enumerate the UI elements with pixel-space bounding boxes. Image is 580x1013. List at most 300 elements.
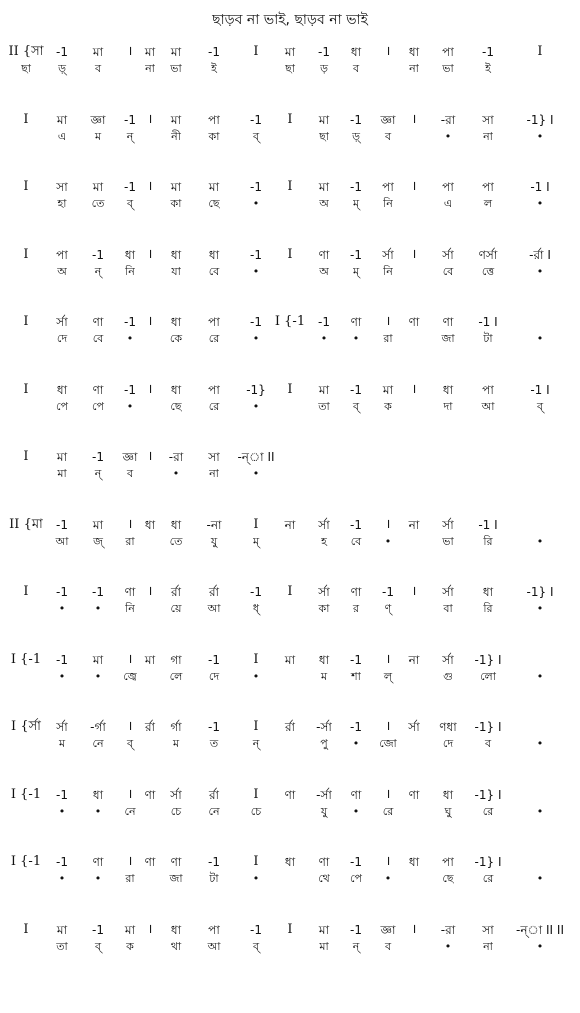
swara-cell: I {র্সা [11,719,41,734]
lyric-syllable: নি [125,264,135,278]
lyric-syllable: র [352,602,360,615]
swara-cell: । [147,314,153,329]
lyric-syllable: • [320,332,328,345]
lyric-syllable: ন্ [94,467,102,480]
swara-cell: -1} I [526,112,554,127]
swara-cell: মা [318,382,330,397]
lyric-syllable: ত্তে [481,264,495,278]
swara-cell: ণা [350,315,362,329]
lyric-syllable: • [58,669,66,683]
lyric-row [0,534,580,550]
swara-cell: পা [208,382,220,397]
swara-cell: ণা [442,315,454,329]
lyric-syllable: • [536,872,544,885]
lyric-syllable: ড়্ [58,62,66,75]
swara-cell: -1} I [526,585,554,599]
lyric-syllable: কে [169,332,183,345]
swara-row [0,449,580,465]
swara-cell: -1 [250,112,262,127]
swara-cell: -ন্‌া II [237,450,275,464]
swara-cell: -1} I [474,720,502,734]
lyric-row [0,804,580,820]
lyric-syllable: • [58,804,66,818]
swara-cell: I {-1 [274,314,306,329]
lyric-syllable: অ [319,197,329,210]
lyric-syllable: শা [351,669,361,683]
swara-cell: I [23,921,29,937]
swara-cell: । [147,111,153,127]
lyric-syllable: • [352,737,360,750]
lyric-syllable: রে [482,804,494,818]
lyric-syllable: তা [318,399,330,413]
lyric-syllable: • [94,669,102,683]
swara-cell: । [147,381,153,397]
swara-cell: পা [442,45,454,59]
lyric-row [0,264,580,280]
swara-cell: । [147,179,153,194]
lyric-syllable: হ [321,534,327,548]
swara-cell: -1 [318,45,330,59]
swara-cell: ণা [284,787,296,802]
swara-row [0,179,580,195]
lyric-syllable: চে [170,804,182,818]
swara-cell: ধা [408,45,420,59]
lyric-row [0,466,580,482]
swara-cell: -1} I [474,855,502,869]
lyric-syllable: তা [56,939,68,953]
swara-cell: র্সা [382,247,394,262]
swara-cell: । [385,651,391,667]
swara-row [0,517,580,533]
swara-cell: জ্ঞা [380,112,396,127]
lyric-syllable: ছে [208,197,220,210]
lyric-syllable: তে [169,534,183,548]
swara-cell: । [385,786,391,802]
swara-cell: মা [56,922,68,937]
lyric-syllable: ব্ [94,939,102,953]
swara-cell: -1} I [474,787,502,802]
swara-cell: মা [284,45,296,59]
lyric-syllable: • [252,197,260,210]
lyric-syllable: • [536,534,544,548]
swara-cell: I [253,719,259,734]
swara-cell: র্সা [318,585,330,599]
swara-cell: না [284,517,296,532]
swara-cell: I [253,44,259,59]
swara-cell: ণা [408,787,420,802]
swara-row [0,314,580,330]
lyric-syllable: ম্ [252,534,260,548]
lyric-syllable: ব [352,62,360,75]
notation-line [0,247,580,287]
lyric-syllable: • [252,669,260,683]
swara-cell: মা [170,180,182,194]
swara-cell: । [385,719,391,734]
swara-cell: । [147,584,153,599]
lyric-syllable: নি [383,197,393,210]
lyric-syllable: যা [171,264,181,278]
swara-cell: -1 [350,720,362,734]
swara-cell: I [23,584,29,599]
lyric-syllable: জ্ [93,534,103,548]
swara-cell: -1 [92,247,104,262]
lyric-syllable: রা [125,534,135,548]
notation-line [0,922,580,962]
notation-line [0,44,580,84]
swara-cell: -1 [124,315,136,329]
swara-cell: ণা [408,315,420,329]
swara-cell: র্রা [144,720,156,734]
swara-cell: -1 [250,247,262,262]
swara-cell: ধা [442,382,454,397]
swara-cell: ণা [92,315,104,329]
lyric-syllable: ড় [320,62,328,75]
lyric-syllable: ব্ [126,197,134,210]
swara-cell: -1 [350,382,362,397]
lyric-syllable: আ [207,602,221,615]
lyric-syllable: মা [319,939,329,953]
lyric-syllable: ম্ [352,197,360,210]
lyric-syllable: পে [92,399,104,413]
swara-cell: I [287,179,293,194]
swara-cell: I [23,381,29,397]
swara-cell: -1 [208,45,220,59]
swara-cell: র্সা [56,720,68,734]
lyric-syllable: ছা [285,62,295,75]
swara-cell: মা [318,112,330,127]
swara-cell: -1 [92,922,104,937]
notation-line [0,719,580,759]
lyric-syllable: ক [126,939,134,953]
swara-row [0,584,580,600]
swara-cell: । [385,516,391,532]
swara-cell: ণা [350,787,362,802]
lyric-syllable: ক [384,399,392,413]
swara-cell: পা [56,247,68,262]
swara-cell: ধা [442,787,454,802]
lyric-syllable: ড়্ [352,129,360,143]
lyric-syllable: ব [384,129,392,143]
swara-cell: -রা [440,112,456,127]
swara-cell: মা [170,45,182,59]
lyric-syllable: ভা [442,62,454,75]
swara-cell: গা [170,652,182,667]
lyric-syllable: টা [483,332,493,345]
lyric-syllable: • [536,804,544,818]
lyric-row [0,399,580,415]
swara-cell: -1 I [478,517,498,532]
swara-cell: I [287,381,293,397]
swara-cell: মা [144,652,156,667]
swara-cell: । [411,921,417,937]
swara-cell: ণা [318,855,330,869]
swara-cell: -না [206,517,222,532]
swara-cell: -1 [350,112,362,127]
lyric-syllable: রে [208,332,220,345]
swara-cell: I [253,854,259,869]
swara-cell: ণা [124,585,136,599]
lyric-syllable: ছে [442,872,454,885]
swara-cell: ণর্সা [478,247,498,262]
lyric-syllable: দে [208,669,220,683]
notation-line [0,787,580,827]
lyric-syllable: বে [350,534,362,548]
lyric-syllable: রা [383,332,393,345]
swara-cell: ধা [208,247,220,262]
swara-cell: র্সা [170,787,182,802]
swara-cell: -1 [250,315,262,329]
swara-cell: ণা [318,247,330,262]
lyric-syllable: • [536,197,544,210]
swara-cell: ণধা [439,720,457,734]
notation-line [0,449,580,489]
lyric-syllable: বা [443,602,453,615]
swara-cell: মা [56,450,68,464]
lyric-syllable: নে [124,804,136,818]
lyric-syllable: এ [443,197,453,210]
swara-cell: । [147,449,153,464]
swara-cell: -1 [208,652,220,667]
swara-cell: -1 [350,517,362,532]
swara-cell: -1 [318,315,330,329]
swara-cell: না [408,517,420,532]
swara-cell: । [411,111,417,127]
swara-cell: মা [144,45,156,59]
lyric-syllable: ব্ [352,399,360,413]
swara-cell: -1 [124,180,136,194]
lyric-syllable: ম [172,737,180,750]
lyric-syllable: • [58,602,66,615]
swara-cell: পা [442,855,454,869]
swara-cell: -1 [350,247,362,262]
swara-cell: I [287,111,293,127]
lyric-syllable: • [94,602,102,615]
lyric-syllable: গু [443,669,453,683]
swara-cell: র্সা [442,652,454,667]
lyric-syllable: • [172,467,180,480]
swara-cell: I [287,246,293,262]
swara-cell: II {সা [8,44,44,59]
lyric-syllable: লো [480,669,496,683]
lyric-syllable: ম [320,669,328,683]
swara-cell: মা [92,180,104,194]
swara-cell: ণা [350,585,362,599]
swara-cell: I [287,584,293,599]
swara-cell: ধা [284,855,296,869]
swara-cell: -1 [56,855,68,869]
swara-cell: মা [92,45,104,59]
swara-row [0,719,580,735]
notation-line [0,314,580,354]
lyric-syllable: ত [209,737,219,750]
swara-cell: মা [92,517,104,532]
lyric-syllable: থে [318,872,330,885]
swara-cell: ধা [170,382,182,397]
lyric-syllable: ব্ [252,939,260,953]
swara-cell: । [147,921,153,937]
swara-cell: -র্গা [90,720,106,734]
swara-cell: I [253,651,259,667]
lyric-syllable: য়ে [170,602,182,615]
lyric-row [0,331,580,347]
swara-row [0,854,580,870]
swara-cell: I [253,516,259,532]
lyric-syllable: ছে [170,399,182,413]
lyric-syllable: • [536,939,544,953]
lyric-syllable: নি [383,264,393,278]
lyric-syllable: রি [483,534,493,548]
swara-cell: I {-1 [10,786,42,802]
lyric-syllable: না [145,62,155,75]
lyric-syllable: দে [56,332,68,345]
swara-cell: মা [92,652,104,667]
swara-row [0,247,580,263]
swara-cell: সা [56,180,68,194]
lyric-syllable: না [483,129,493,143]
lyric-syllable: অ [57,264,67,278]
lyric-syllable: ম্ [352,264,360,278]
swara-cell: ধা [170,247,182,262]
swara-cell: সা [482,112,494,127]
lyric-syllable: বে [208,264,220,278]
lyric-syllable: • [536,332,544,345]
lyric-syllable: ই [211,62,217,75]
lyric-syllable: নি [125,602,135,615]
lyric-syllable: জা [169,872,183,885]
swara-cell: র্গা [170,720,182,734]
swara-cell: I {-1 [10,651,42,667]
lyric-syllable: ব [484,737,492,750]
swara-cell: -1 [250,585,262,599]
swara-cell: I [537,44,543,59]
swara-cell: । [411,246,417,262]
swara-cell: -রা [168,450,184,464]
swara-cell: র্সা [318,517,330,532]
notation-line [0,517,580,557]
lyric-syllable: অ [319,264,329,278]
swara-cell: পা [208,112,220,127]
lyric-syllable: ন্ [252,737,260,750]
swara-cell: পা [482,180,494,194]
swara-cell: ণা [144,855,156,869]
lyric-syllable: ব [384,939,392,953]
swara-cell: -1 [56,585,68,599]
lyric-syllable: • [384,872,392,885]
swara-cell: । [127,719,133,734]
swara-cell: মা [208,180,220,194]
lyric-syllable: ণ্ [384,602,392,615]
lyric-syllable: • [536,737,544,750]
swara-cell: জ্ঞা [90,112,106,127]
swara-cell: -1 [92,585,104,599]
lyric-row [0,196,580,212]
lyric-syllable: • [252,264,260,278]
swara-cell: -1 [250,922,262,937]
lyric-syllable: না [483,939,493,953]
lyric-row [0,129,580,145]
lyric-syllable: • [252,399,260,413]
lyric-syllable: বে [442,264,454,278]
lyric-syllable: দে [442,737,454,750]
lyric-syllable: • [352,804,360,818]
lyric-syllable: বে [92,332,104,345]
lyric-syllable: ন্ [126,129,134,143]
lyric-syllable: • [536,602,544,615]
lyric-syllable: নে [208,804,220,818]
swara-cell: ধা [318,652,330,667]
swara-cell: । [385,314,391,329]
swara-cell: ধা [56,382,68,397]
swara-row [0,652,580,668]
lyric-syllable: আ [207,939,221,953]
swara-cell: -1 [350,855,362,869]
swara-cell: II {মা [9,516,43,532]
lyric-syllable: চে [250,804,262,818]
swara-row [0,787,580,803]
lyric-syllable: • [252,467,260,480]
lyric-syllable: নী [171,129,181,143]
swara-cell: ধা [170,922,182,937]
swara-cell: ধা [482,585,494,599]
lyric-row [0,939,580,955]
swara-cell: র্রা [208,787,220,802]
swara-cell: -1 [56,45,68,59]
swara-cell: র্সা [442,517,454,532]
lyric-syllable: রা [125,872,135,885]
swara-cell: মা [382,382,394,397]
swara-cell: ণা [144,787,156,802]
lyric-syllable: ই [485,62,491,75]
swara-cell: পা [208,922,220,937]
lyric-syllable: • [252,872,260,885]
lyric-syllable: পু [320,737,328,750]
swara-cell: র্রা [208,585,220,599]
swara-row [0,922,580,938]
lyric-syllable: ব [126,467,134,480]
swara-cell: -1 I [478,315,498,329]
swara-cell: -1 [482,45,494,59]
swara-cell: -1 [250,180,262,194]
lyric-syllable: • [94,872,102,885]
lyric-syllable: হা [57,197,67,210]
lyric-syllable: যু [210,534,218,548]
swara-cell: -1 [124,112,136,127]
lyric-syllable: • [536,129,544,143]
swara-cell: ণা [92,382,104,397]
lyric-syllable: রে [208,399,220,413]
swara-cell: -1} I [474,652,502,667]
swara-cell: -1 [56,787,68,802]
swara-cell: ধা [350,45,362,59]
lyric-syllable: • [58,872,66,885]
lyric-syllable: ন্ [352,939,360,953]
lyric-syllable: • [536,264,544,278]
lyric-syllable: ম [58,737,66,750]
lyric-syllable: ল [483,197,493,210]
lyric-syllable: ব [94,62,102,75]
lyric-syllable: • [384,534,392,548]
swara-cell: র্রা [170,585,182,599]
swara-cell: । [411,381,417,397]
swara-row [0,44,580,60]
lyric-syllable: দা [443,399,453,413]
swara-cell: । [127,786,133,802]
swara-cell: I [23,111,29,127]
swara-cell: ণা [170,855,182,869]
lyric-syllable: • [126,399,134,413]
swara-cell: I [23,314,29,329]
swara-cell: । [385,854,391,869]
